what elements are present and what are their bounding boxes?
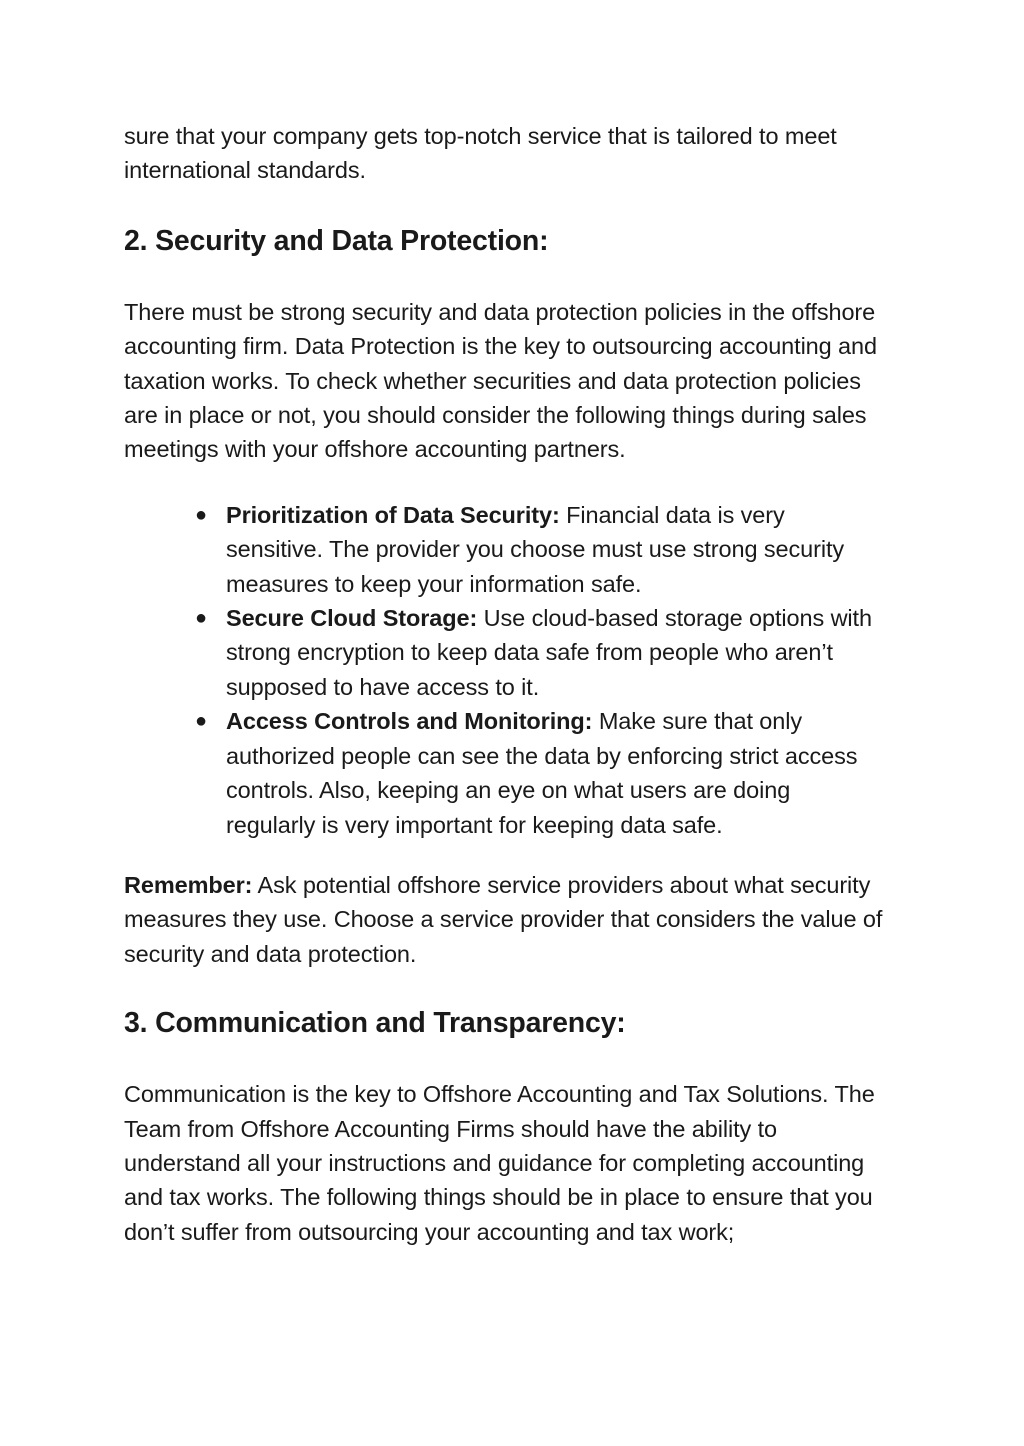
intro-paragraph: sure that your company gets top-notch service that is tailored to meet international standards. bbox=[124, 123, 837, 184]
security-paragraph: There must be strong security and data protection policies in the offshore accounting firm. Data Protection is the key to outsourcing accounting and taxation works. To check whether securities and data protection policies are in place or not, you should consider the following things during sales meetings with your offshore accounting partners. bbox=[124, 298, 877, 463]
communication-paragraph: Communication is the key to Offshore Accounting and Tax Solutions. The Team from Offshore Accounting Firms should have the ability to understand all your instructions and guidance for completing accounting and tax works. The following things should be in place to ensure that you don’t suffer from outsourcing your accounting and tax work; bbox=[124, 1081, 875, 1245]
section-heading-security: 2. Security and Data Protection: bbox=[124, 224, 549, 257]
remember-label: Remember: bbox=[124, 871, 253, 898]
security-bullet-list bbox=[124, 498, 876, 842]
bullet-icon: ● bbox=[195, 710, 207, 733]
bullet-text: Financial data is very sensitive. The provider you choose must use strong security measures to keep your information safe. bbox=[226, 501, 845, 597]
document-page bbox=[124, 119, 884, 1249]
bullet-label: Prioritization of Data Security: bbox=[226, 501, 560, 528]
remember-text: Ask potential offshore service providers about what security measures they use. Choose a service provider that considers the value of security and data protection. bbox=[124, 871, 883, 967]
bullet-icon: ● bbox=[195, 503, 207, 526]
bullet-icon: ● bbox=[195, 607, 207, 630]
bullet-text: Use cloud-based storage options with strong encryption to keep data safe from people who aren’t supposed to have access to it. bbox=[226, 605, 872, 700]
bullet-text: Make sure that only authorized people can see the data by enforcing strict access controls. Also, keeping an eye on what users are doing regularly is very important for keeping data safe. bbox=[226, 708, 858, 838]
bullet-label: Secure Cloud Storage: bbox=[226, 605, 478, 632]
bullet-label: Access Controls and Monitoring: bbox=[226, 708, 593, 735]
list-item bbox=[195, 704, 876, 842]
remember-paragraph bbox=[124, 868, 884, 971]
list-item bbox=[195, 498, 876, 601]
list-item bbox=[195, 601, 876, 704]
section-heading-communication: 3. Communication and Transparency: bbox=[124, 1007, 626, 1040]
